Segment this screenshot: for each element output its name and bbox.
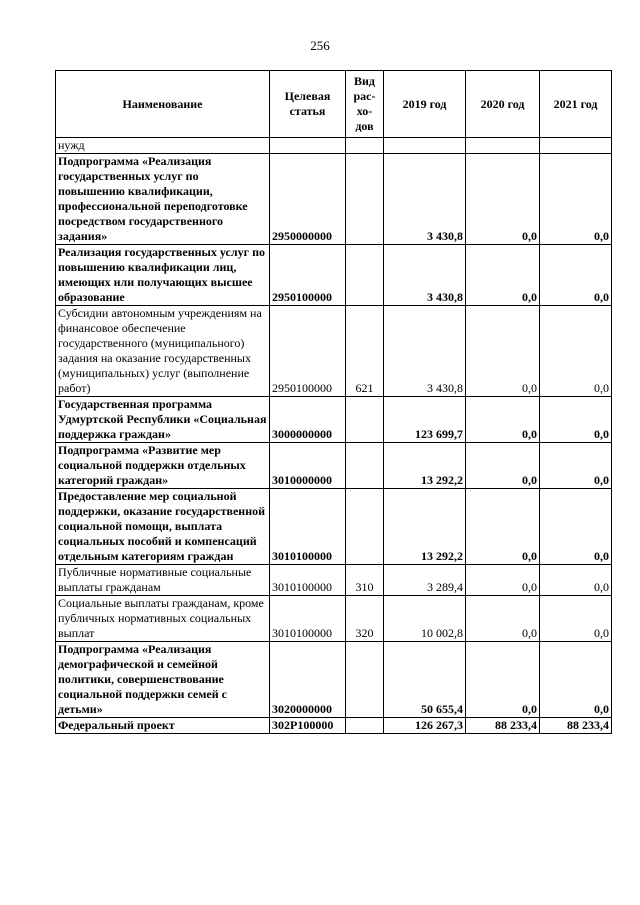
row-name: Федеральный проект [56,718,270,734]
row-value-2020: 0,0 [466,154,540,245]
row-value-2021: 0,0 [540,642,612,718]
table-row [56,154,612,245]
header-2021: 2021 год [540,71,612,138]
table-row [56,306,612,397]
row-target-code: 3020000000 [270,642,346,718]
row-value-2019: 3 430,8 [384,245,466,306]
row-value-2019: 50 655,4 [384,642,466,718]
row-value-2020 [466,138,540,154]
row-name: Социальные выплаты гражданам, кроме публичных нормативных социальных выплат [56,596,270,642]
row-value-2019: 13 292,2 [384,443,466,489]
row-expense-type [346,154,384,245]
table-row [56,565,612,596]
header-name: Наименование [56,71,270,138]
table-row [56,245,612,306]
row-target-code: 3010100000 [270,489,346,565]
row-target-code: 2950000000 [270,154,346,245]
header-2020: 2020 год [466,71,540,138]
row-target-code: 3010100000 [270,565,346,596]
budget-table [55,70,612,734]
row-target-code [270,138,346,154]
header-expense-type: Вид рас-хо-дов [346,71,384,138]
row-expense-type [346,245,384,306]
row-target-code: 3000000000 [270,397,346,443]
row-value-2020: 0,0 [466,489,540,565]
row-value-2020: 0,0 [466,306,540,397]
row-value-2020: 88 233,4 [466,718,540,734]
row-name: Реализация государственных услуг по повышению квалификации лиц, имеющих или получающих высшее образование [56,245,270,306]
row-value-2019 [384,138,466,154]
row-value-2020: 0,0 [466,397,540,443]
row-target-code: 302P100000 [270,718,346,734]
row-target-code: 2950100000 [270,245,346,306]
row-value-2021: 0,0 [540,443,612,489]
row-expense-type: 310 [346,565,384,596]
row-value-2020: 0,0 [466,642,540,718]
page-number: 256 [310,38,330,53]
row-value-2019: 3 289,4 [384,565,466,596]
row-value-2021: 88 233,4 [540,718,612,734]
row-name: Публичные нормативные социальные выплаты гражданам [56,565,270,596]
row-value-2019: 126 267,3 [384,718,466,734]
table-header-row [56,71,612,138]
row-value-2020: 0,0 [466,596,540,642]
row-expense-type [346,443,384,489]
table-row [56,138,612,154]
row-value-2021: 0,0 [540,245,612,306]
row-value-2019: 123 699,7 [384,397,466,443]
table-row [56,489,612,565]
header-2019: 2019 год [384,71,466,138]
row-target-code: 2950100000 [270,306,346,397]
row-value-2019: 3 430,8 [384,306,466,397]
row-expense-type: 320 [346,596,384,642]
table-row [56,596,612,642]
table-row [56,642,612,718]
row-name: Субсидии автономным учреждениям на финансовое обеспечение государственного (муниципального) задания на оказание государственных (муниципальных) услуг (выполнение работ) [56,306,270,397]
row-name: Государственная программа Удмуртской Республики «Социальная поддержка граждан» [56,397,270,443]
row-target-code: 3010000000 [270,443,346,489]
row-expense-type [346,718,384,734]
row-name: нужд [56,138,270,154]
row-target-code: 3010100000 [270,596,346,642]
table-row [56,397,612,443]
row-expense-type [346,138,384,154]
row-name: Подпрограмма «Реализация демографической и семейной политики, совершенствование социальной поддержки семей с детьми» [56,642,270,718]
row-value-2019: 3 430,8 [384,154,466,245]
row-expense-type [346,397,384,443]
row-value-2019: 10 002,8 [384,596,466,642]
row-value-2021: 0,0 [540,596,612,642]
row-value-2020: 0,0 [466,245,540,306]
row-expense-type: 621 [346,306,384,397]
row-expense-type [346,489,384,565]
row-name: Подпрограмма «Развитие мер социальной поддержки отдельных категорий граждан» [56,443,270,489]
row-value-2021 [540,138,612,154]
row-value-2021: 0,0 [540,154,612,245]
table-row [56,718,612,734]
row-value-2021: 0,0 [540,489,612,565]
header-target: Целевая статья [270,71,346,138]
row-expense-type [346,642,384,718]
row-value-2020: 0,0 [466,565,540,596]
row-value-2021: 0,0 [540,306,612,397]
row-name: Подпрограмма «Реализация государственных услуг по повышению квалификации, профессиональной переподготовке посредством государственного задания» [56,154,270,245]
row-value-2021: 0,0 [540,397,612,443]
row-value-2021: 0,0 [540,565,612,596]
row-value-2019: 13 292,2 [384,489,466,565]
table-row [56,443,612,489]
row-value-2020: 0,0 [466,443,540,489]
row-name: Предоставление мер социальной поддержки, оказание государственной социальной помощи, выплата социальных пособий и компенсаций отдельным категориям граждан [56,489,270,565]
